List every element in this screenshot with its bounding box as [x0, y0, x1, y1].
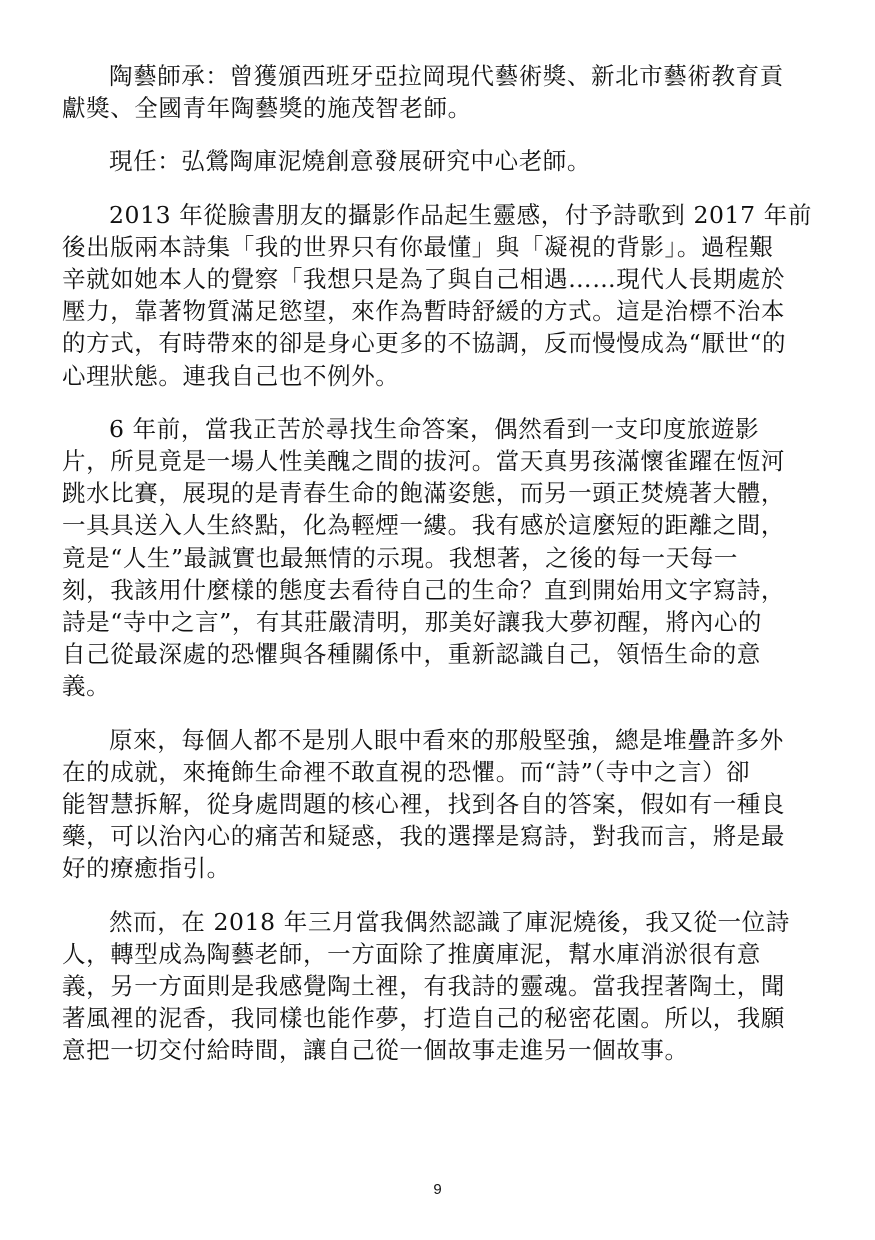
text-line: 義。 — [62, 672, 111, 701]
text-line: 在的成就，來掩飾生命裡不敢直視的恐懼。而“詩”（寺中之言）卻 — [62, 757, 751, 786]
paragraph-india-video — [62, 413, 822, 703]
paragraph-current-role — [62, 145, 822, 177]
text-line: 6 年前，當我正苦於尋找生命答案，偶然看到一支印度旅遊影 — [109, 414, 760, 443]
text-line: 藥，可以治內心的痛苦和疑惑，我的選擇是寫詩，對我而言，將是最 — [62, 822, 785, 851]
text-line: 人，轉型成為陶藝老師，一方面除了推廣庫泥，幫水庫消淤很有意 — [62, 939, 761, 968]
text-line: 竟是“人生”最誠實也最無情的示現。我想著，之後的每一天每一 — [62, 543, 738, 572]
text-line: 跳水比賽，展現的是青春生命的飽滿姿態，而另一頭正焚燒著大體， — [62, 479, 785, 508]
text-line: 陶藝師承：曾獲頒西班牙亞拉岡現代藝術獎、新北市藝術教育貢 — [109, 62, 784, 90]
text-line: 自己從最深處的恐懼與各種關係中，重新認識自己，領悟生命的意 — [62, 640, 761, 669]
text-line: 好的療癒指引。 — [62, 854, 231, 883]
paragraph-poetry-origin — [62, 199, 822, 392]
text-line: 義，另一方面則是我感覺陶土裡，有我詩的靈魂。當我捏著陶土，聞 — [62, 972, 785, 1001]
text-line: 一具具送入人生終點，化為輕煙一縷。我有感於這麼短的距離之間， — [62, 511, 785, 540]
text-line: 的方式，有時帶來的卻是身心更多的不協調，反而慢慢成為“厭世“的 — [62, 329, 787, 358]
text-line: 壓力，靠著物質滿足慾望，來作為暫時舒緩的方式。這是治標不治本 — [62, 297, 785, 326]
text-line: 獻獎、全國青年陶藝獎的施茂智老師。 — [62, 94, 472, 123]
text-line: 片，所見竟是一場人性美醜之間的拔河。當天真男孩滿懷雀躍在恆河 — [62, 447, 785, 476]
text-line: 意把一切交付給時間，讓自己從一個故事走進另一個故事。 — [62, 1036, 689, 1065]
body-text — [62, 60, 822, 1088]
paragraph-poetry-healing — [62, 724, 822, 885]
text-line: 刻，我該用什麼樣的態度去看待自己的生命？直到開始用文字寫詩， — [62, 575, 785, 604]
paragraph-mentorship — [62, 60, 822, 124]
text-line: 著風裡的泥香，我同樣也能作夢，打造自己的秘密花園。所以，我願 — [62, 1004, 785, 1033]
text-line: 現任：弘鶯陶庫泥燒創意發展研究中心老師。 — [109, 147, 591, 176]
text-line: 心理狀態。連我自己也不例外。 — [62, 361, 400, 390]
paragraph-pottery-turn — [62, 906, 822, 1067]
text-line: 後出版兩本詩集「我的世界只有你最懂」與「凝視的背影」。過程艱 — [62, 232, 774, 261]
page-number: 9 — [433, 1181, 442, 1198]
text-line: 能智慧拆解，從身處問題的核心裡，找到各自的答案，假如有一種良 — [62, 790, 785, 819]
text-line: 然而，在 2018 年三月當我偶然認識了庫泥燒後，我又從一位詩 — [109, 907, 790, 936]
text-line: 詩是“寺中之言”，有其莊嚴清明，那美好讓我大夢初醒，將內心的 — [62, 608, 763, 637]
text-line: 辛就如她本人的覺察「我想只是為了與自己相遇……現代人長期處於 — [62, 265, 785, 294]
text-line: 2013 年從臉書朋友的攝影作品起生靈感，付予詩歌到 2017 年前 — [109, 200, 812, 229]
text-line: 原來，每個人都不是別人眼中看來的那般堅強，總是堆疊許多外 — [109, 725, 784, 754]
